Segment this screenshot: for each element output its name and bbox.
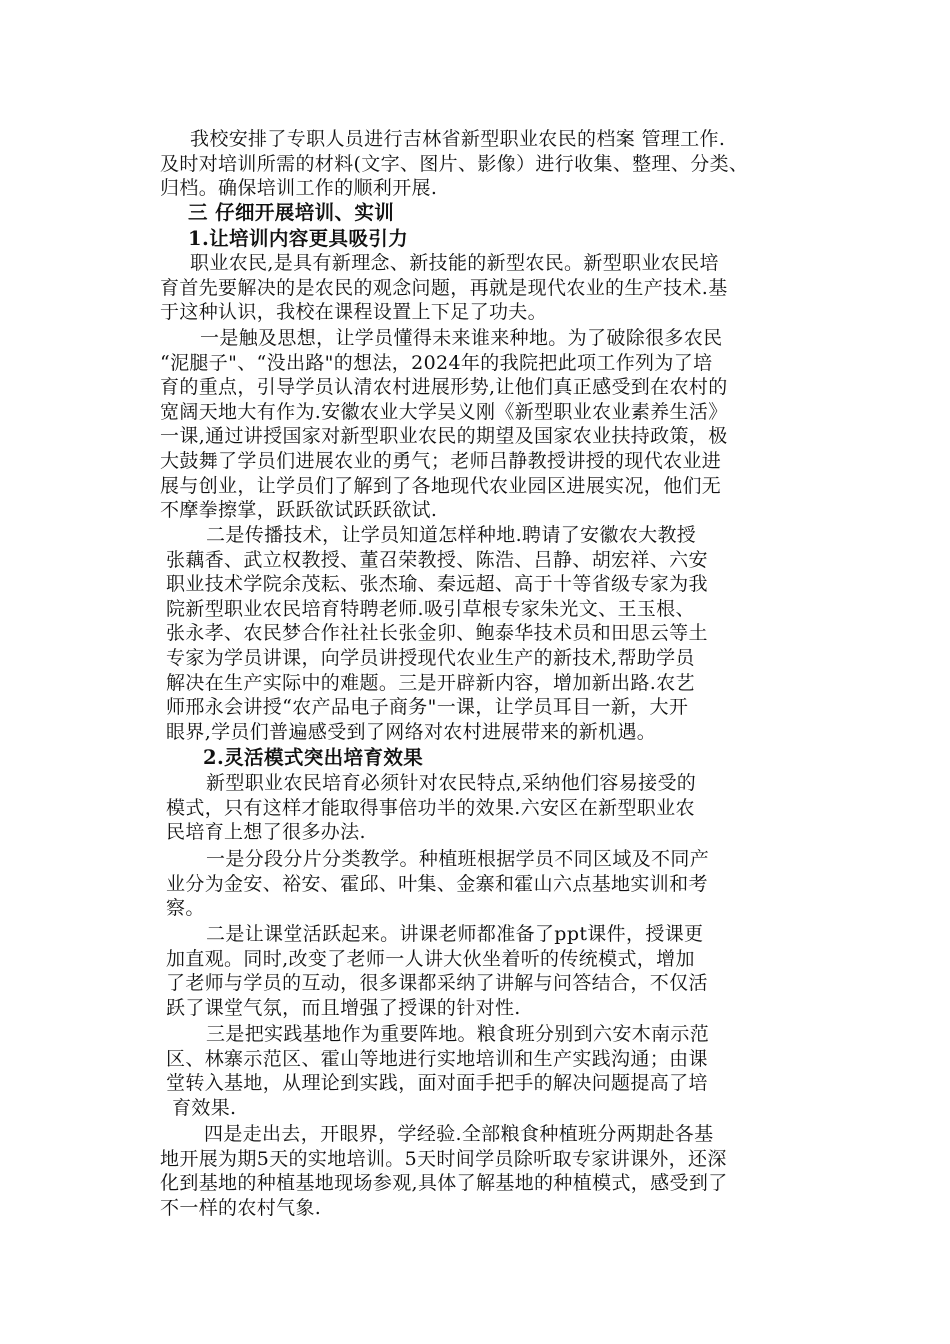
text-line: 展与创业，让学员们了解到了各地现代农业园区进展实况，他们无 [160,474,722,497]
text-line: 张藕香、武立权教授、董召荣教授、陈浩、吕静、胡宏祥、六安 [166,548,708,571]
text-line: 育的重点，引导学员认清农村进展形势,让他们真正感受到在农村的 [160,376,728,399]
paragraph-archive-management [160,127,748,201]
text-line: 院新型职业农民培育特聘老师.吸引草根专家朱光文、王玉根、 [166,597,695,620]
text-line: 了老师与学员的互动，很多课都采纳了讲解与问答结合，不仅活 [166,972,708,995]
paragraph-flexible-mode [166,771,696,845]
text-line: 堂转入基地，从理论到实践，面对面手把手的解决问题提高了培 [166,1072,708,1095]
paragraph-touch-thought [160,326,728,523]
text-line: 跃了课堂气氛，而且增强了授课的针对性. [166,996,521,1019]
subsection-heading-1: 1.让培训内容更具吸引力 [188,227,409,250]
text-line: 一是分段分片分类教学。种植班根据学员不同区域及不同产 [206,848,710,870]
text-line: 不一样的农村气象. [160,1196,322,1219]
text-line: 化到基地的种植基地现场参观,具体了解基地的种植模式，感受到了 [160,1172,728,1195]
subsection-heading-2: 2.灵活模式突出培育效果 [203,746,424,769]
text-line: 及时对培训所需的材料(文字、图片、影像）进行收集、整理、分类、 [160,152,749,175]
text-line: 师邢永会讲授“农产品电子商务"一课，让学员耳目一新，大开 [166,696,689,719]
text-line: 区、林寨示范区、霍山等地进行实地培训和生产实践沟通；由课 [166,1047,708,1070]
text-line: 育效果. [172,1096,237,1119]
text-line: 加直观。同时,改变了老师一人讲大伙坐着听的传统模式，增加 [166,947,695,970]
text-line: 地开展为期5天的实地培训。5天时间学员除听取专家讲课外，还深 [160,1147,727,1170]
text-line: 大鼓舞了学员们进展农业的勇气；老师吕静教授讲授的现代农业进 [160,449,722,472]
paragraph-spread-tech [166,523,708,744]
text-line: 眼界,学员们普遍感受到了网络对农村进展带来的新机遇。 [166,720,657,743]
text-line: 一课,通过讲授国家对新型职业农民的期望及国家农业扶持政策，极 [160,425,728,448]
text-line: 解决在生产实际中的难题。三是开辟新内容，增加新出路.农艺 [166,671,695,694]
paragraph-intro [160,251,728,325]
paragraph-practice-base [166,1022,709,1120]
text-line: 于这种认识，我校在课程设置上下足了功夫。 [160,301,548,324]
text-line: 张永孝、农民梦合作社社长张金卯、鲍泰华技术员和田思云等土 [166,622,708,645]
text-line: 一是触及思想，让学员懂得未来谁来种地。为了破除很多农民 [200,327,723,349]
section-heading: 三 仔细开展培训、实训 [188,201,395,224]
text-line: 职业农民,是具有新理念、新技能的新型农民。新型职业农民培 [190,252,719,274]
text-line: 育首先要解决的是农民的观念问题，再就是现代农业的生产技术.基 [160,276,728,299]
text-line: 归档。确保培训工作的顺利开展. [160,177,438,200]
paragraph-active-classroom [166,922,708,1020]
paragraph-go-out [160,1122,728,1220]
text-line: 民培育上想了很多办法. [166,821,366,844]
paragraph-segmented-teaching [166,847,709,921]
text-line: 不摩拳擦掌，跃跃欲试跃跃欲试. [160,499,438,522]
text-line: 宽阔天地大有作为.安徽农业大学吴义刚《新型职业农业素养生活》 [160,400,728,423]
text-line: 我校安排了专职人员进行吉林省新型职业农民的档案 管理工作. [190,128,726,150]
text-line: 业分为金安、裕安、霍邱、叶集、金寨和霍山六点基地实训和考 [166,872,708,895]
text-line: 察。 [166,897,205,920]
text-line: 三是把实践基地作为重要阵地。粮食班分别到六安木南示范 [206,1023,710,1045]
text-line: 专家为学员讲课，向学员讲授现代农业生产的新技术,帮助学员 [166,646,695,669]
text-line: 模式，只有这样才能取得事倍功半的效果.六安区在新型职业农 [166,796,695,819]
text-line: 二是让课堂活跃起来。讲课老师都准备了ppt课件，授课更 [206,923,704,945]
text-line: 二是传播技术，让学员知道怎样种地.聘请了安徽农大教授 [206,524,697,546]
text-line: 新型职业农民培育必须针对农民特点,采纳他们容易接受的 [206,772,697,794]
text-line: 职业技术学院余茂耘、张杰瑜、秦远超、高于十等省级专家为我 [166,573,708,596]
text-line: 四是走出去，开眼界，学经验.全部粮食种植班分两期赴各基 [204,1123,714,1145]
text-line: “泥腿子"、“没出路"的想法，2024年的我院把此项工作列为了培 [160,351,713,374]
